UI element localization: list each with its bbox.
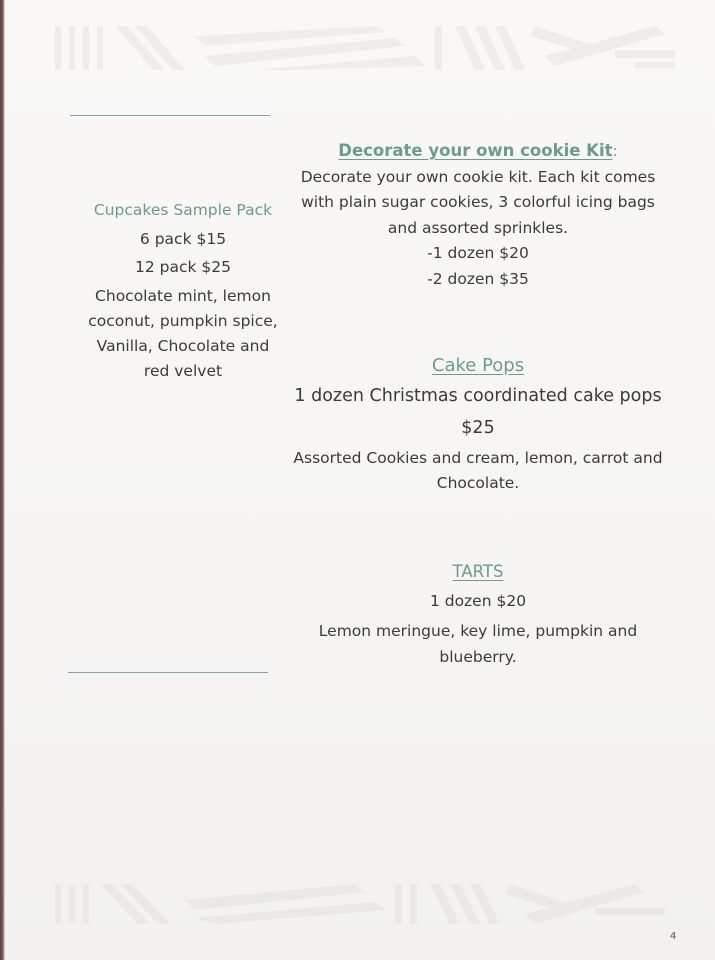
tarts-title: TARTS [452, 562, 504, 581]
cookie-kit-line: and assorted sprinkles. [387, 218, 569, 237]
cookie-kit-heading [288, 138, 668, 165]
cake-pops-line: 1 dozen Christmas coordinated cake pops [294, 386, 662, 406]
cupcakes-line: red velvet [143, 362, 223, 380]
decorative-pattern-bottom [55, 880, 680, 924]
cake-pops-desc: Assorted Cookies and cream, lemon, carrot and [293, 449, 663, 467]
cupcakes-title: Cupcakes Sample Pack [93, 201, 273, 219]
tarts-line: 1 dozen $20 [429, 592, 527, 610]
tarts-section [288, 558, 668, 670]
cupcakes-line: 12 pack $25 [135, 258, 231, 276]
decorative-pattern-top [55, 26, 680, 70]
page-number: 4 [670, 931, 677, 942]
cake-pops-price: $25 [461, 418, 495, 438]
divider-top [70, 115, 270, 116]
cupcakes-line: Chocolate mint, lemon [95, 287, 271, 305]
tarts-line: blueberry. [439, 648, 517, 666]
cookie-kit-line: -1 dozen $20 [427, 244, 529, 262]
cupcakes-line: coconut, pumpkin spice, [88, 312, 278, 330]
cookie-kit-title-colon: : [612, 142, 618, 160]
tarts-line: Lemon meringue, key lime, pumpkin and [318, 622, 638, 640]
cookie-kit-line: Decorate your own cookie kit. Each kit comes [300, 167, 656, 186]
cookie-kit-section [288, 138, 668, 292]
cake-pops-title: Cake Pops [431, 355, 525, 376]
cake-pops-section [288, 352, 668, 496]
cake-pops-desc: Chocolate. [436, 474, 520, 492]
cookie-kit-line: with plain sugar cookies, 3 colorful icing bags [301, 193, 655, 211]
cupcakes-line: Vanilla, Chocolate and [96, 337, 270, 355]
cookie-kit-title: Decorate your own cookie Kit [338, 141, 613, 160]
cupcakes-section [58, 198, 308, 384]
divider-bottom [68, 672, 268, 673]
page-edge-shadow [0, 0, 5, 960]
cookie-kit-line: -2 dozen $35 [427, 269, 529, 288]
cupcakes-line: 6 pack $15 [139, 230, 227, 248]
